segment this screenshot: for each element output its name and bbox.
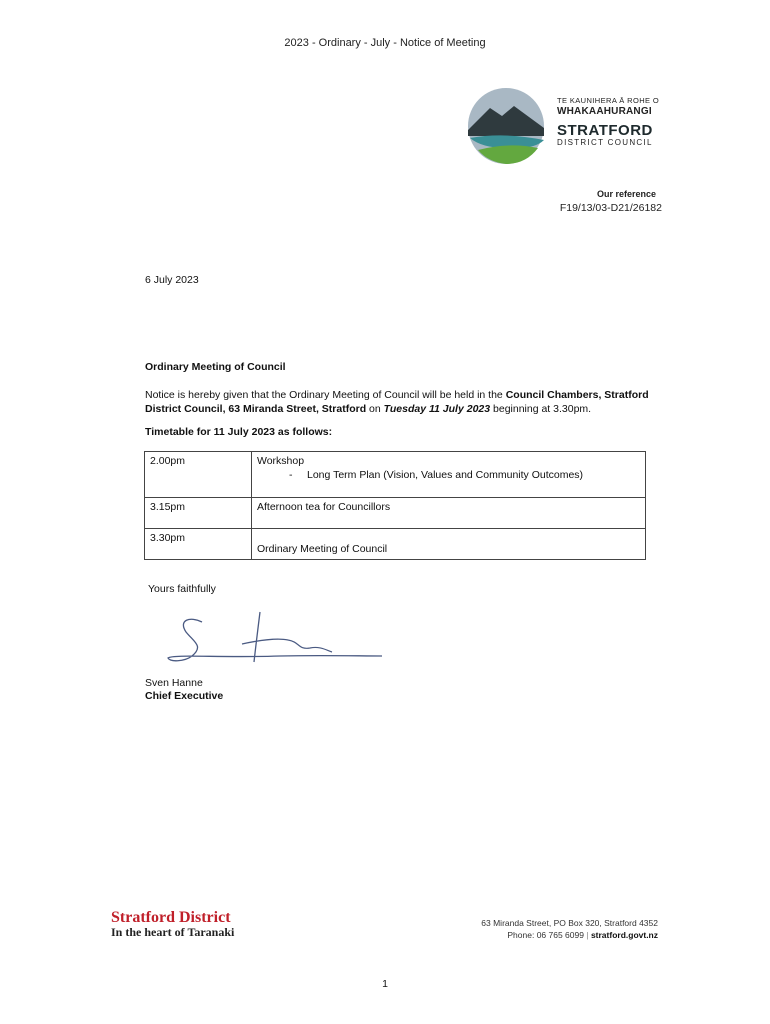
footer-brand [111,910,234,939]
time-cell: 2.00pm [145,452,252,498]
item-cell [252,452,646,498]
signature-image [160,608,390,670]
signer-title: Chief Executive [145,690,224,702]
time-cell: 3.30pm [145,529,252,560]
sub-item-label: Long Term Plan (Vision, Values and Community Outcomes) [307,469,584,481]
letter-date: 6 July 2023 [145,274,199,286]
notice-text-2: on [366,403,384,415]
footer-brand-name: Stratford District [111,909,231,926]
footer-brand-tagline: In the heart of Taranaki [111,925,235,939]
mountain-logo-icon [464,86,550,166]
footer-contact [481,917,658,941]
table-row [145,452,646,498]
reference-label: Our reference [596,189,656,199]
council-logo [464,86,664,166]
footer-address: 63 Miranda Street, PO Box 320, Stratford 4352 [481,918,658,928]
item-label: Workshop [257,455,305,467]
item-cell: Ordinary Meeting of Council [252,529,646,560]
document-header-title: 2023 - Ordinary - July - Notice of Meeting [284,37,486,49]
footer-separator: | [586,930,589,940]
table-row [145,529,646,560]
time-cell: 3.15pm [145,498,252,529]
timetable-table [144,451,646,560]
timetable-heading: Timetable for 11 July 2023 as follows: [145,426,333,438]
table-row [145,498,646,529]
footer-website: stratford.govt.nz [590,930,658,940]
logo-maori-line: TE KAUNIHERA Ā ROHE O [557,96,660,105]
item-cell: Afternoon tea for Councillors [252,498,646,529]
logo-stratford: STRATFORD [557,122,653,139]
logo-whakaahurangi: WHAKAAHURANGI [557,106,652,117]
closing-line: Yours faithfully [148,583,216,595]
notice-day: Tuesday 11 July 2023 [383,403,491,415]
meeting-heading: Ordinary Meeting of Council [145,361,286,373]
notice-text-3: beginning at 3.30pm. [490,403,592,415]
signer-name: Sven Hanne [145,677,203,689]
notice-paragraph [145,388,655,416]
logo-district-council: DISTRICT COUNCIL [557,138,653,147]
bullet-dash: - [289,469,293,481]
notice-text-1: Notice is hereby given that the Ordinary Meeting of Council will be held in the [145,389,506,401]
reference-value: F19/13/03-D21/26182 [559,202,662,214]
notice-venue: Council Chambers, Stratford District Council, 63 Miranda Street, Stratford [145,389,649,415]
page-number: 1 [382,978,388,990]
footer-phone: Phone: 06 765 6099 [507,930,584,940]
sub-item [289,469,640,481]
